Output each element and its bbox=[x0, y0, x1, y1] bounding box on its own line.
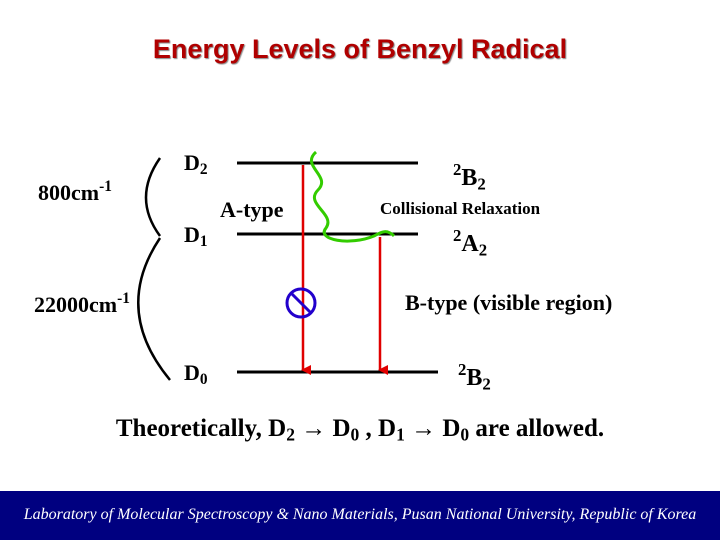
symmetry-label-d0: $^2B_2$ bbox=[458, 360, 491, 394]
bracket-22000 bbox=[138, 238, 170, 380]
gap-label-22000: $22000cm^{-1}$ bbox=[34, 290, 130, 318]
wavy-relaxation-line bbox=[311, 152, 394, 241]
forbidden-icon bbox=[287, 289, 315, 317]
state-label-d0: $D_0$ bbox=[184, 360, 208, 388]
collisional-relaxation-label: Collisional Relaxation bbox=[380, 199, 541, 218]
state-label-d1: $D_1$ bbox=[184, 222, 208, 250]
symmetry-label-d2: $^2B_2$ bbox=[453, 160, 486, 194]
state-label-d2: $D_2$ bbox=[184, 150, 208, 178]
allowed-transitions-statement: Theoretically, $D_2 \to D_0$ , $D_1 \to D_0$ are allowed. bbox=[115, 415, 605, 445]
slide-title: Energy Levels of Benzyl Radical bbox=[152, 34, 568, 64]
footer-bar bbox=[0, 491, 720, 540]
a-type-label: A-type bbox=[220, 197, 284, 222]
symmetry-label-d1: $^2A_2$ bbox=[453, 226, 488, 260]
gap-label-800: $800cm^{-1}$ bbox=[38, 178, 112, 206]
bracket-800 bbox=[146, 158, 160, 236]
b-type-label: B-type (visible region) bbox=[405, 290, 613, 315]
footer-text: Laboratory of Molecular Spectroscopy & Nano Materials, Pusan National University, Republic of Korea bbox=[23, 506, 697, 523]
